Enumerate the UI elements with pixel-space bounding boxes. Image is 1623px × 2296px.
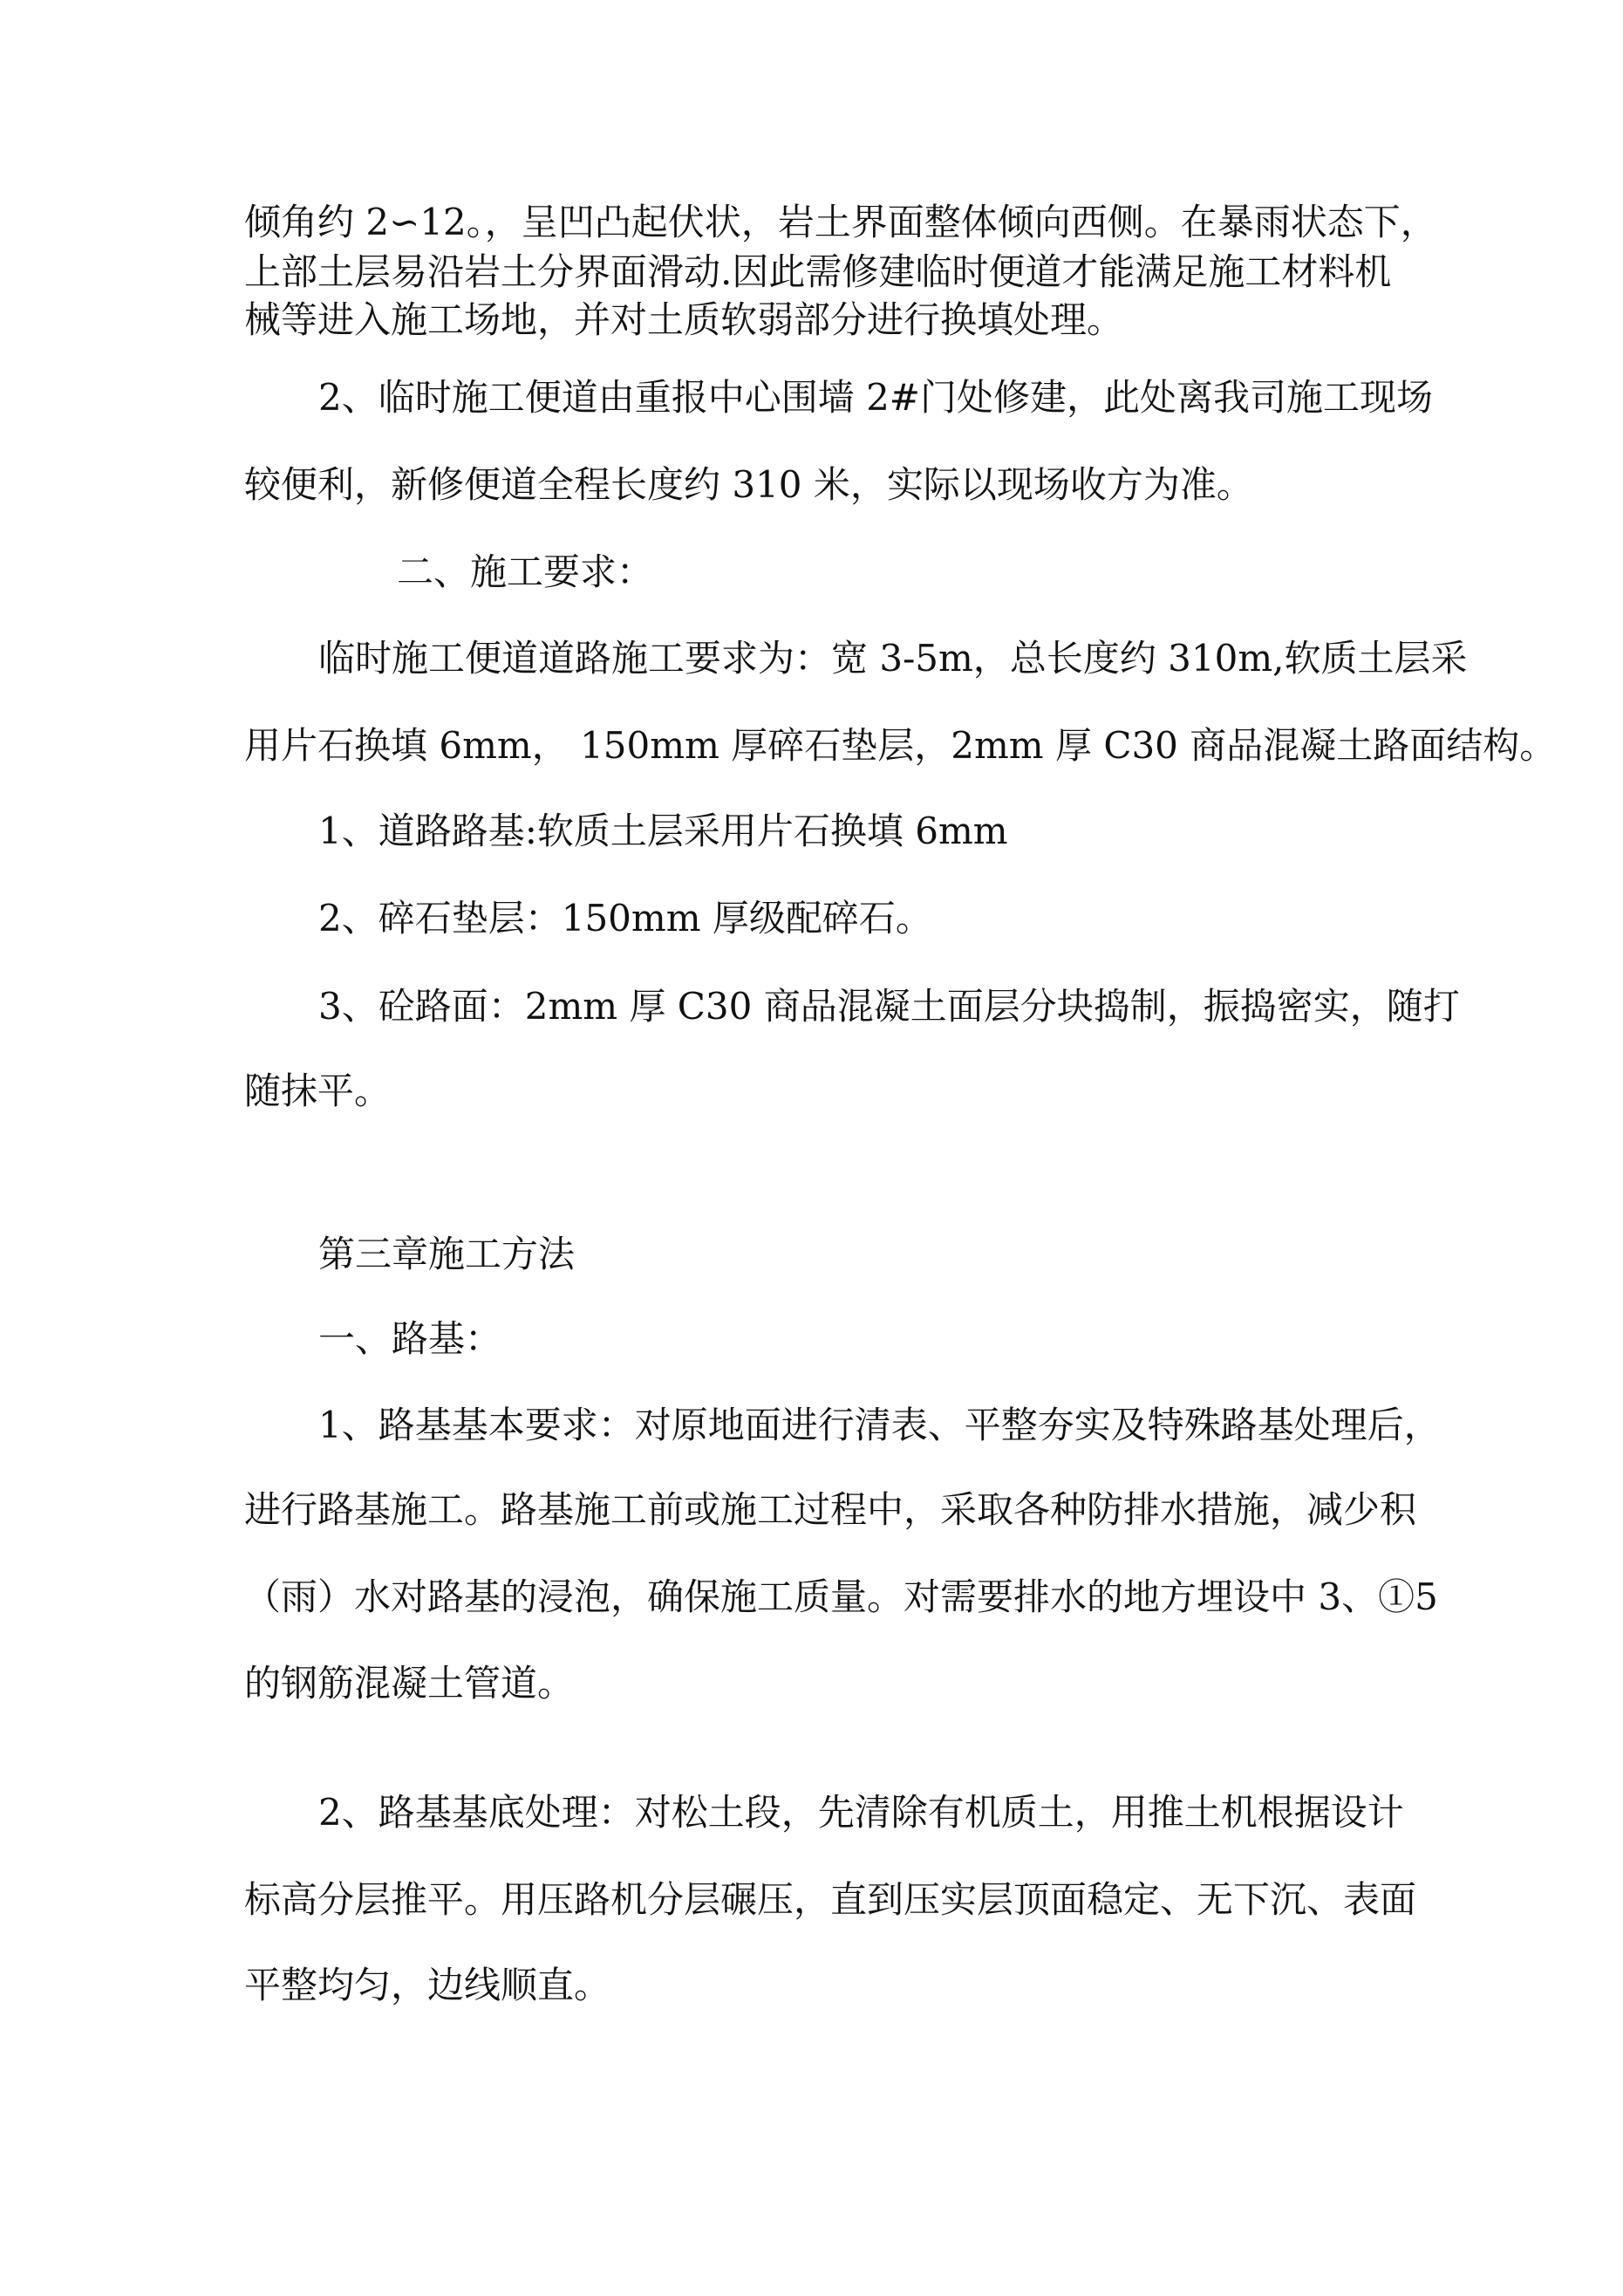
text-line: 2、碎石垫层：150mm 厚级配碎石。 (318, 897, 932, 940)
text-line: 较便利，新修便道全程长度约 310 米，实际以现场收方为准。 (244, 463, 1253, 506)
text-line: 2、临时施工便道由重报中心围墙 2#门处修建，此处离我司施工现场 (318, 376, 1433, 419)
text-line: 3、砼路面：2mm 厚 C30 商品混凝土面层分块捣制，振捣密实，随打 (318, 985, 1460, 1028)
section-heading: 一、路基： (318, 1317, 502, 1360)
text-line: 1、路基基本要求：对原地面进行清表、平整夯实及特殊路基处理后， (318, 1404, 1441, 1446)
chapter-heading: 第三章施工方法 (318, 1233, 576, 1275)
text-line: 平整均匀，边线顺直。 (244, 1964, 611, 2006)
text-line: 随抹平。 (244, 1069, 392, 1112)
text-line: 的钢筋混凝土管道。 (244, 1662, 575, 1705)
text-line: （雨）水对路基的浸泡，确保施工质量。对需要排水的地方埋设中 3、①5 (244, 1575, 1438, 1618)
text-line: 临时施工便道道路施工要求为：宽 3-5m，总长度约 310m,软质土层采 (318, 637, 1468, 680)
text-line: 用片石换填 6mm， 150mm 厚碎石垫层，2mm 厚 C30 商品混凝土路面结构。 (244, 724, 1557, 767)
section-heading: 二、施工要求： (397, 550, 654, 593)
text-line: 械等进入施工场地，并对土质软弱部分进行换填处理。 (244, 298, 1124, 341)
text-line: 上部土层易沿岩土分界面滑动.因此需修建临时便道才能满足施工材料机 (244, 250, 1392, 293)
text-line: 2、路基基底处理：对松土段，先清除有机质土，用推土机根据设计 (318, 1791, 1404, 1834)
text-line: 1、道路路基:软质土层采用片石换填 6mm (318, 810, 1008, 852)
text-line: 进行路基施工。路基施工前或施工过程中，采取各种防排水措施，减少积 (244, 1488, 1417, 1531)
text-line: 标高分层推平。用压路机分层碾压，直到压实层顶面稳定、无下沉、表面 (244, 1878, 1417, 1921)
text-line: 倾角约 2∽12。，呈凹凸起伏状，岩土界面整体倾向西侧。在暴雨状态下， (244, 201, 1437, 243)
